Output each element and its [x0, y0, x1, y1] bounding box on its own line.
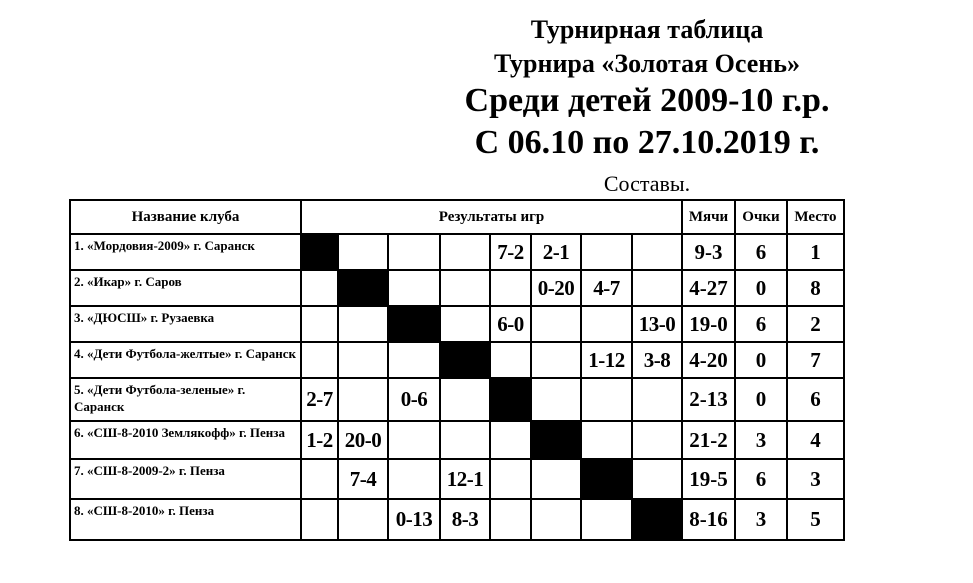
result-cell [338, 499, 388, 540]
result-cell [301, 459, 338, 499]
result-cell [440, 234, 490, 270]
result-cell [490, 421, 531, 459]
club-name-cell: 2. «Икар» г. Саров [70, 270, 301, 306]
result-cell: 7-2 [490, 234, 531, 270]
tournament-table [69, 199, 845, 541]
place-cell: 6 [787, 378, 844, 421]
table-row [70, 234, 844, 270]
goals-cell: 4-27 [682, 270, 735, 306]
result-cell [338, 342, 388, 378]
result-cell: 2-7 [301, 378, 338, 421]
title-line-2: Турнира «Золотая Осень» [493, 49, 801, 78]
result-cell [338, 378, 388, 421]
result-cell: 2-1 [531, 234, 581, 270]
diagonal-blocked-cell [440, 342, 490, 378]
table-row [70, 499, 844, 540]
table-row [70, 421, 844, 459]
diagonal-blocked-cell [490, 378, 531, 421]
points-cell: 0 [735, 342, 787, 378]
diagonal-blocked-cell [632, 499, 682, 540]
result-cell: 1-12 [581, 342, 632, 378]
result-cell: 0-20 [531, 270, 581, 306]
table-row [70, 342, 844, 378]
result-cell: 7-4 [338, 459, 388, 499]
result-cell [301, 499, 338, 540]
result-cell [301, 306, 338, 342]
result-cell [490, 342, 531, 378]
result-cell: 20-0 [338, 421, 388, 459]
diagonal-blocked-cell [581, 459, 632, 499]
result-cell: 3-8 [632, 342, 682, 378]
result-cell [388, 421, 440, 459]
result-cell [440, 421, 490, 459]
result-cell [632, 421, 682, 459]
result-cell [531, 378, 581, 421]
goals-cell: 21-2 [682, 421, 735, 459]
result-cell [301, 270, 338, 306]
points-cell: 3 [735, 421, 787, 459]
goals-cell: 8-16 [682, 499, 735, 540]
table-body [70, 234, 844, 540]
result-cell: 6-0 [490, 306, 531, 342]
result-cell [490, 270, 531, 306]
result-cell [388, 270, 440, 306]
goals-cell: 19-5 [682, 459, 735, 499]
points-cell: 6 [735, 306, 787, 342]
result-cell [531, 459, 581, 499]
result-cell [531, 306, 581, 342]
club-name-cell: 5. «Дети Футбола-зеленые» г. Саранск [70, 378, 301, 421]
place-cell: 4 [787, 421, 844, 459]
goals-cell: 2-13 [682, 378, 735, 421]
result-cell [632, 378, 682, 421]
title-line-3: Среди детей 2009-10 г.р. [464, 82, 830, 119]
goals-cell: 19-0 [682, 306, 735, 342]
result-cell: 4-7 [581, 270, 632, 306]
result-cell [440, 306, 490, 342]
table-row [70, 270, 844, 306]
result-cell: 0-13 [388, 499, 440, 540]
result-cell [338, 306, 388, 342]
club-column-header: Название клуба [70, 200, 301, 234]
result-cell: 8-3 [440, 499, 490, 540]
club-name-cell: 6. «СШ-8-2010 Землякофф» г. Пенза [70, 421, 301, 459]
result-cell [388, 342, 440, 378]
result-cell [338, 234, 388, 270]
result-cell [440, 270, 490, 306]
place-cell: 1 [787, 234, 844, 270]
club-name-cell: 7. «СШ-8-2009-2» г. Пенза [70, 459, 301, 499]
result-cell: 13-0 [632, 306, 682, 342]
result-cell [581, 421, 632, 459]
table-row [70, 459, 844, 499]
diagonal-blocked-cell [531, 421, 581, 459]
result-cell [388, 234, 440, 270]
table-row [70, 378, 844, 421]
result-cell [581, 378, 632, 421]
place-cell: 8 [787, 270, 844, 306]
diagonal-blocked-cell [388, 306, 440, 342]
result-cell [490, 459, 531, 499]
club-name-cell: 4. «Дети Футбола-желтые» г. Саранск [70, 342, 301, 378]
result-cell: 1-2 [301, 421, 338, 459]
result-cell [388, 459, 440, 499]
table-header-row [70, 200, 844, 234]
result-cell [581, 234, 632, 270]
diagonal-blocked-cell [338, 270, 388, 306]
result-cell [581, 306, 632, 342]
result-cell: 0-6 [388, 378, 440, 421]
results-column-header: Результаты игр [301, 200, 682, 234]
result-cell [440, 378, 490, 421]
goals-cell: 9-3 [682, 234, 735, 270]
title-line-1: Турнирная таблица [530, 15, 764, 44]
place-cell: 3 [787, 459, 844, 499]
result-cell [581, 499, 632, 540]
result-cell [632, 270, 682, 306]
subtitle: Составы. [603, 171, 691, 196]
points-cell: 6 [735, 459, 787, 499]
result-cell [632, 459, 682, 499]
points-cell: 3 [735, 499, 787, 540]
club-name-cell: 8. «СШ-8-2010» г. Пенза [70, 499, 301, 540]
points-cell: 6 [735, 234, 787, 270]
place-cell: 7 [787, 342, 844, 378]
points-column-header: Очки [735, 200, 787, 234]
club-name-cell: 3. «ДЮСШ» г. Рузаевка [70, 306, 301, 342]
diagonal-blocked-cell [301, 234, 338, 270]
points-cell: 0 [735, 270, 787, 306]
result-cell [531, 499, 581, 540]
goals-cell: 4-20 [682, 342, 735, 378]
title-line-4: С 06.10 по 27.10.2019 г. [474, 124, 820, 161]
place-cell: 5 [787, 499, 844, 540]
table-row [70, 306, 844, 342]
club-name-cell: 1. «Мордовия-2009» г. Саранск [70, 234, 301, 270]
result-cell [632, 234, 682, 270]
points-cell: 0 [735, 378, 787, 421]
place-column-header: Место [787, 200, 844, 234]
result-cell [490, 499, 531, 540]
place-cell: 2 [787, 306, 844, 342]
result-cell [531, 342, 581, 378]
result-cell [301, 342, 338, 378]
result-cell: 12-1 [440, 459, 490, 499]
goals-column-header: Мячи [682, 200, 735, 234]
